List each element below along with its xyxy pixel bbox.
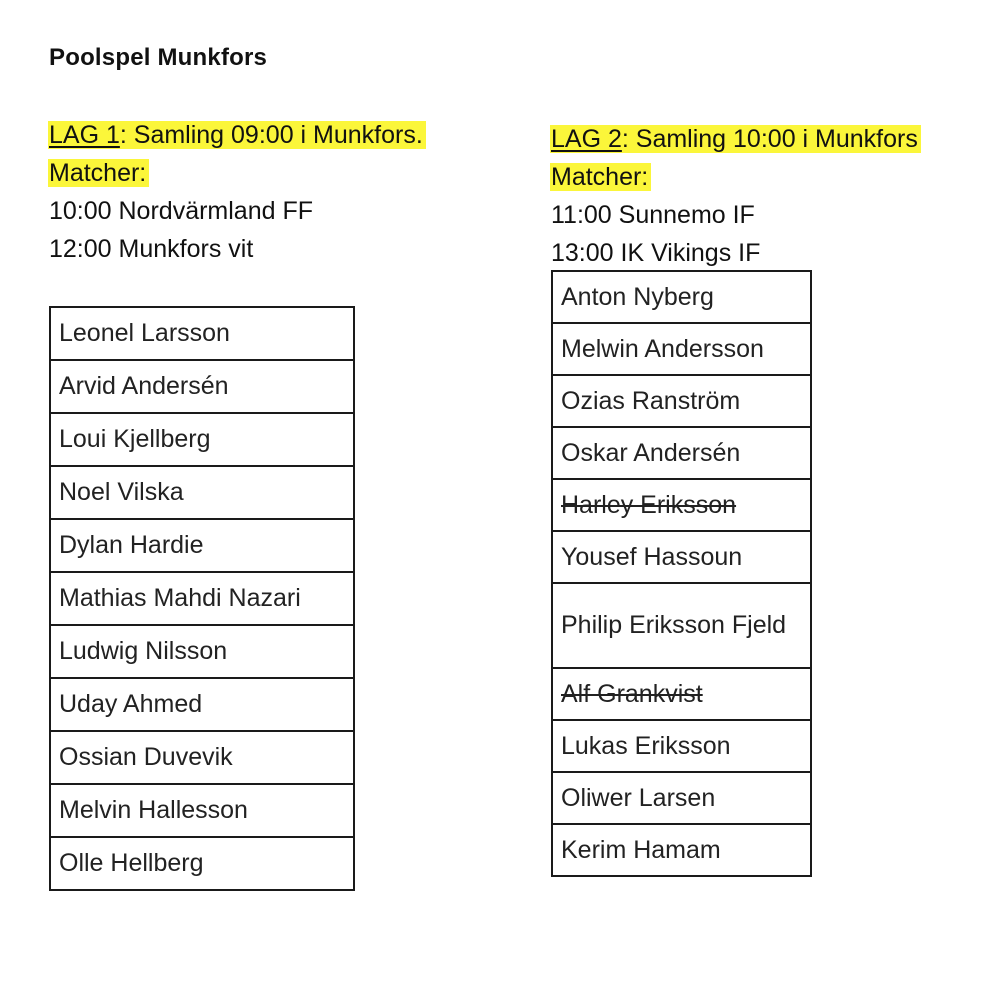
player-cell [552,720,811,772]
table-row [50,678,354,731]
table-row [50,572,354,625]
player-name: Melvin Hallesson [59,796,248,824]
team-2-roster-table [551,270,812,877]
team-2-match: 11:00 Sunnemo IF [551,201,755,229]
team-1-heading [49,116,426,154]
player-cell [552,323,811,375]
player-name: Melwin Andersson [561,334,764,363]
team-2-info [551,120,921,272]
player-cell [552,375,811,427]
page-title: Poolspel Munkfors [49,44,268,71]
player-name: Philip Eriksson Fjeld [561,611,787,639]
team-1-info [49,116,426,268]
table-row [552,772,811,824]
table-row [50,837,354,890]
player-cell [552,668,811,720]
player-cell [552,824,811,876]
player-name: Leonel Larsson [59,319,230,347]
player-cell [50,678,354,731]
team-1-roster-table [49,306,355,891]
table-row [552,668,811,720]
player-name: Arvid Andersén [59,372,229,400]
player-name: Lukas Eriksson [561,731,731,760]
table-row [552,375,811,427]
player-cell [552,531,811,583]
player-name-struck: Alf Grankvist [561,679,703,708]
player-cell [50,572,354,625]
player-name: Kerim Hamam [561,835,721,864]
player-name: Anton Nyberg [561,282,714,311]
player-cell [50,731,354,784]
team-1-gathering: : Samling 09:00 i Munkfors. [119,121,423,149]
table-row [50,625,354,678]
player-cell [50,625,354,678]
table-row [50,466,354,519]
team-2-heading [551,120,921,158]
team-1-label: LAG 1 [49,121,120,149]
player-name: Oskar Andersén [561,438,741,467]
team-2-roster-body [552,271,811,876]
player-cell [50,466,354,519]
player-cell [50,784,354,837]
player-name: Noel Vilska [59,478,184,506]
player-name: Olle Hellberg [59,849,204,877]
team-2-gathering: : Samling 10:00 i Munkfors [621,125,918,153]
player-cell [552,583,811,668]
player-cell [552,427,811,479]
player-name: Ozias Ranström [561,386,741,415]
player-cell [50,837,354,890]
table-row [50,360,354,413]
player-cell [50,519,354,572]
player-name: Oliwer Larsen [561,783,716,812]
player-name: Loui Kjellberg [59,425,211,453]
player-name: Uday Ahmed [59,690,203,718]
player-name: Ludwig Nilsson [59,637,228,665]
table-row [552,720,811,772]
player-name: Ossian Duvevik [59,743,233,771]
table-row [552,583,811,668]
player-cell [50,307,354,360]
table-row [50,784,354,837]
player-name: Dylan Hardie [59,531,204,559]
table-row [552,323,811,375]
player-name: Mathias Mahdi Nazari [59,584,301,612]
table-row [552,427,811,479]
table-row [552,271,811,323]
table-row [50,519,354,572]
player-cell [552,479,811,531]
table-row [552,531,811,583]
table-row [50,307,354,360]
team-1-roster-body [50,307,354,890]
player-name-struck: Harley Eriksson [561,490,737,519]
team-2-match: 13:00 IK Vikings IF [551,239,761,267]
table-row [50,413,354,466]
table-row [552,479,811,531]
player-cell [50,413,354,466]
team-2-label: LAG 2 [551,125,622,153]
team-2-matches-label: Matcher: [550,163,651,191]
team-1-match: 10:00 Nordvärmland FF [49,197,314,225]
player-name: Yousef Hassoun [561,542,743,571]
team-1-match: 12:00 Munkfors vit [49,235,254,263]
table-row [50,731,354,784]
player-cell [552,772,811,824]
team-1-matches-label: Matcher: [48,159,149,187]
player-cell [50,360,354,413]
player-cell [552,271,811,323]
table-row [552,824,811,876]
